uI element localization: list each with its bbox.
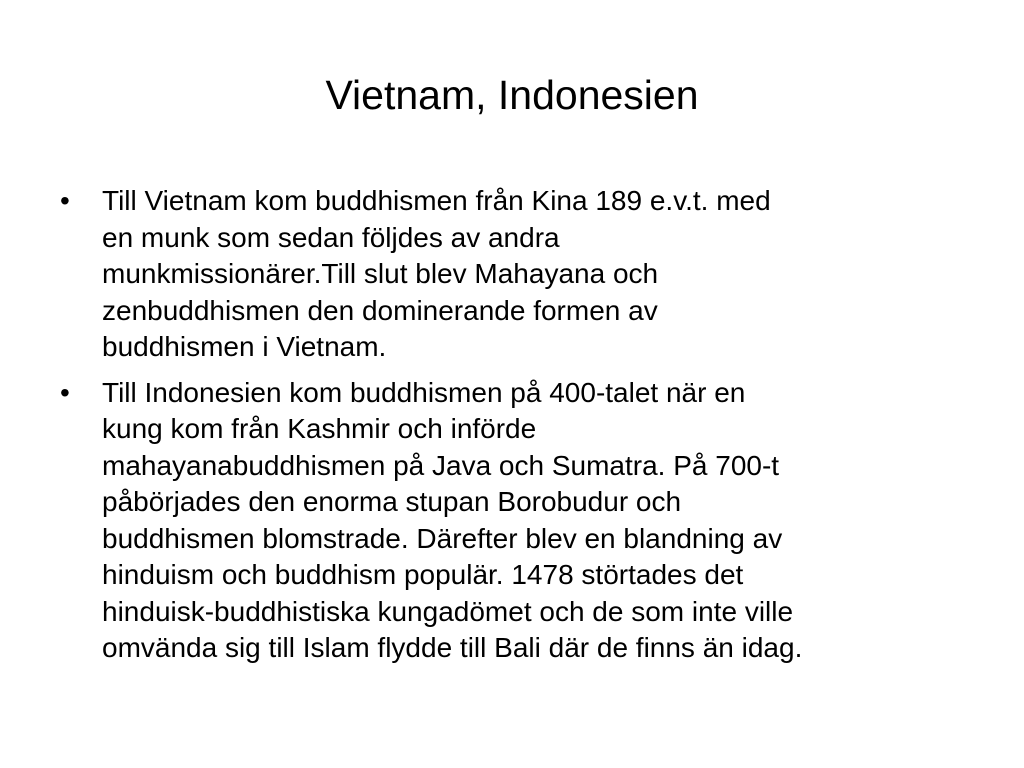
text-line: en munk som sedan följdes av andra bbox=[102, 221, 560, 253]
text-line: Till Vietnam kom buddhismen från Kina 189 e.v.t. med bbox=[102, 185, 771, 216]
text-line: munkmissionärer.Till slut blev Mahayana och bbox=[102, 258, 659, 289]
text-line: påbörjades den enorma stupan Borobudur och bbox=[102, 486, 682, 517]
text-line: hinduism och buddhism populär. 1478 störtades det bbox=[102, 559, 744, 590]
bullet-icon: • bbox=[60, 376, 70, 408]
bullet-item-vietnam bbox=[60, 183, 980, 366]
bullet-text bbox=[102, 183, 980, 366]
text-line: hinduisk-buddhistiska kungadömet och de som inte ville bbox=[102, 595, 794, 627]
text-line: mahayanabuddhismen på Java och Sumatra. På 700-t bbox=[102, 449, 780, 481]
bullet-item-indonesia bbox=[60, 375, 980, 667]
text-line: buddhismen blomstrade. Därefter blev en blandning av bbox=[102, 522, 783, 554]
text-line: Till Indonesien kom buddhismen på 400-talet när en bbox=[102, 376, 746, 408]
slide-title: Vietnam, Indonesien bbox=[325, 72, 699, 118]
bullet-text bbox=[102, 375, 980, 667]
bullet-list bbox=[60, 183, 980, 676]
text-line: omvända sig till Islam flydde till Bali där de finns än idag. bbox=[102, 632, 803, 663]
text-line: buddhismen i Vietnam. bbox=[102, 331, 387, 362]
bullet-icon: • bbox=[60, 185, 70, 216]
text-line: zenbuddhismen den dominerande formen av bbox=[102, 294, 658, 326]
text-line: kung kom från Kashmir och införde bbox=[102, 413, 537, 444]
